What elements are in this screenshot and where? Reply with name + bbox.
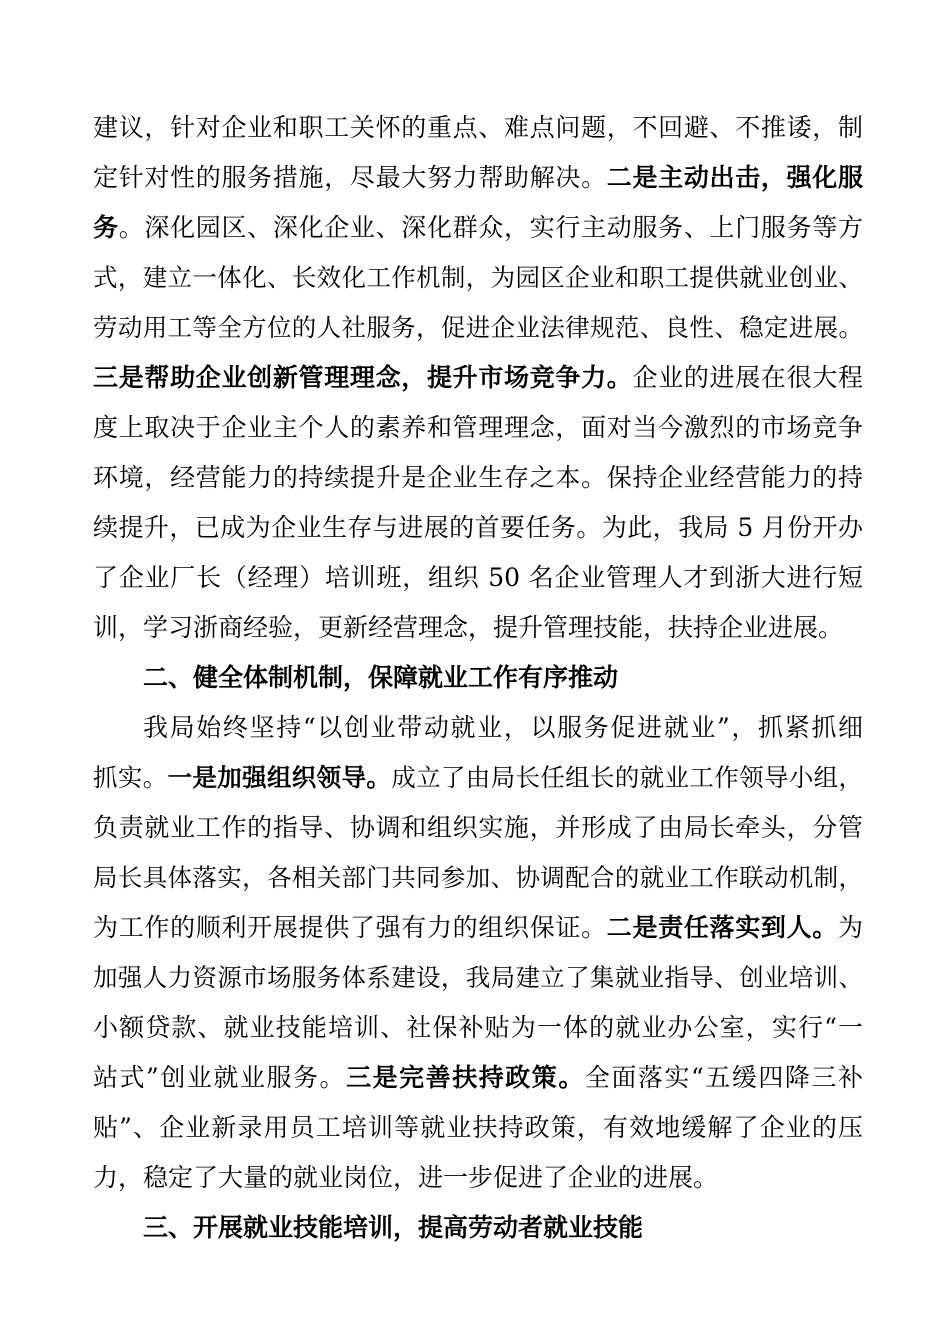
bold-text-run: 务 bbox=[93, 213, 119, 242]
text-run: 为工作的顺利开展提供了强有力的组织保证。 bbox=[93, 913, 607, 942]
text-run: 企业的进展在很大程 bbox=[632, 363, 863, 392]
paragraph-line bbox=[93, 603, 863, 653]
paragraph-line bbox=[93, 1103, 863, 1153]
paragraph-line bbox=[93, 553, 863, 603]
bold-text-run: 二是责任落实到人。 bbox=[606, 913, 838, 942]
text-run: 负责就业工作的指导、协调和组织实施，并形成了由局长牵头，分管 bbox=[93, 813, 863, 842]
paragraph-line bbox=[93, 203, 863, 253]
section-heading bbox=[143, 1203, 863, 1253]
text-run: 建议，针对企业和职工关怀的重点、难点问题，不回避、不推诿，制 bbox=[93, 113, 863, 142]
text-run: 小额贷款、就业技能培训、社保补贴为一体的就业办公室，实行“一 bbox=[93, 1013, 863, 1042]
bold-text-run: 二是主动出击，强化服 bbox=[606, 163, 863, 192]
text-run: 成立了由局长任组长的就业工作领导小组， bbox=[391, 763, 864, 792]
bold-text-run: 三、开展就业技能培训，提高劳动者就业技能 bbox=[143, 1213, 644, 1242]
section-heading bbox=[143, 653, 863, 703]
paragraph-line bbox=[93, 953, 863, 1003]
bold-text-run: 三是帮助企业创新管理理念，提升市场竞争力。 bbox=[93, 363, 633, 392]
paragraph-line bbox=[93, 253, 863, 303]
text-run: 定针对性的服务措施，尽最大努力帮助解决。 bbox=[93, 163, 607, 192]
paragraph-line bbox=[143, 703, 863, 753]
paragraph-line bbox=[93, 403, 863, 453]
text-run: 劳动用工等全方位的人社服务，促进企业法律规范、良性、稳定进展。 bbox=[93, 313, 863, 342]
paragraph-line bbox=[93, 353, 863, 403]
paragraph-line bbox=[93, 153, 863, 203]
bold-text-run: 三是完善扶持政策。 bbox=[346, 1063, 585, 1092]
paragraph-line bbox=[93, 103, 863, 153]
text-run: 站式”创业就业服务。 bbox=[93, 1063, 347, 1092]
text-run: 为 bbox=[837, 913, 863, 942]
text-run: 加强人力资源市场服务体系建设，我局建立了集就业指导、创业培训、 bbox=[93, 963, 863, 992]
paragraph-line bbox=[93, 1053, 863, 1103]
text-run: 贴”、企业新录用员工培训等就业扶持政策，有效地缓解了企业的压 bbox=[93, 1113, 863, 1142]
paragraph-line bbox=[93, 503, 863, 553]
text-run: 了企业厂长（经理）培训班，组织 50 名企业管理人才到浙大进行短 bbox=[93, 563, 863, 592]
text-run: 续提升，已成为企业生存与进展的首要任务。为此，我局 5 月份开办 bbox=[93, 513, 863, 542]
text-run: 全面落实“五缓四降三补 bbox=[584, 1063, 863, 1092]
text-run: 局长具体落实，各相关部门共同参加、协调配合的就业工作联动机制， bbox=[93, 863, 863, 892]
text-run: 训，学习浙商经验，更新经营理念，提升管理技能，扶持企业进展。 bbox=[93, 613, 844, 642]
bold-text-run: 二、健全体制机制，保障就业工作有序推动 bbox=[143, 663, 619, 692]
paragraph-line bbox=[93, 303, 863, 353]
text-run: 环境，经营能力的持续提升是企业生存之本。保持企业经营能力的持 bbox=[93, 463, 863, 492]
paragraph-line bbox=[93, 803, 863, 853]
paragraph-line bbox=[93, 753, 863, 803]
text-run: 。深化园区、深化企业、深化群众，实行主动服务、上门服务等方 bbox=[118, 213, 863, 242]
paragraph-line bbox=[93, 903, 863, 953]
paragraph-line bbox=[93, 1003, 863, 1053]
text-run: 我局始终坚持“以创业带动就业，以服务促进就业”，抓紧抓细 bbox=[143, 713, 863, 742]
text-run: 式，建立一体化、长效化工作机制，为园区企业和职工提供就业创业、 bbox=[93, 263, 863, 292]
text-run: 力，稳定了大量的就业岗位，进一步促进了企业的进展。 bbox=[93, 1163, 719, 1192]
text-run: 抓实。 bbox=[93, 763, 168, 792]
text-run: 度上取决于企业主个人的素养和管理理念，面对当今激烈的市场竞争 bbox=[93, 413, 863, 442]
paragraph-line bbox=[93, 453, 863, 503]
bold-text-run: 一是加强组织领导。 bbox=[167, 763, 392, 792]
paragraph-line bbox=[93, 853, 863, 903]
paragraph-line bbox=[93, 1153, 863, 1203]
